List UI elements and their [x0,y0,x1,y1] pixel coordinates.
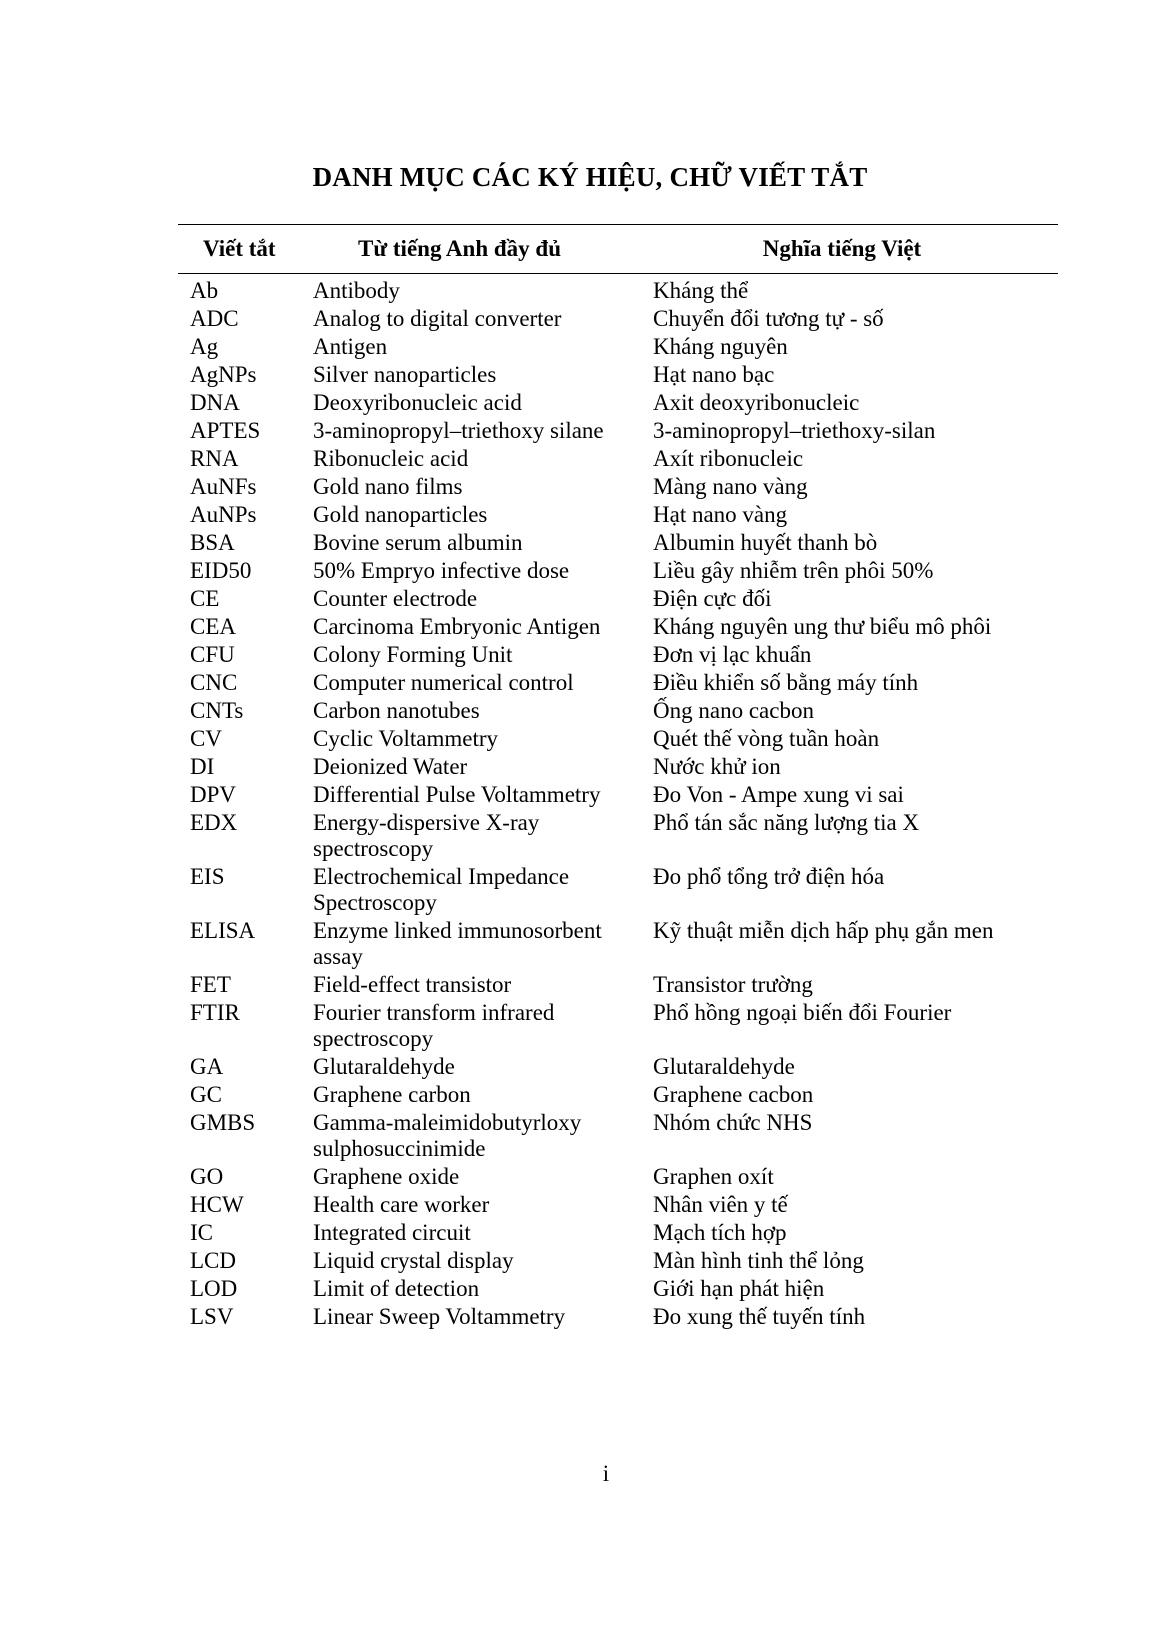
abbreviation-cell: FTIR [190,1000,240,1025]
abbreviation-cell: APTES [190,418,261,443]
table-row [178,725,1058,753]
english-term-cell: Field-effect transistor [313,972,512,997]
english-term-cell: Antibody [313,278,400,303]
english-term-cell: Enzyme linked immunosorbent assay [313,918,602,969]
vietnamese-meaning-cell: Đo Von - Ampe xung vi sai [653,782,904,807]
english-term-cell: Bovine serum albumin [313,530,523,555]
vietnamese-meaning-cell: Chuyển đổi tương tự - số [653,306,884,331]
english-term-cell: Gamma-maleimidobutyrloxy sulphosuccinimide [313,1110,582,1161]
abbreviation-cell: EDX [190,810,238,835]
vietnamese-meaning-cell: Đo xung thế tuyến tính [653,1304,866,1329]
abbreviation-table [178,224,1058,1331]
abbreviation-cell: DPV [190,782,237,807]
abbreviation-cell: GMBS [190,1110,256,1135]
abbreviation-cell: LOD [190,1276,238,1301]
abbreviation-cell: IC [190,1220,213,1245]
abbreviation-cell: DI [190,754,215,779]
abbreviation-cell: EIS [190,864,225,889]
table-row [178,669,1058,697]
vietnamese-meaning-cell: Liều gây nhiễm trên phôi 50% [653,558,934,583]
table-row [178,1163,1058,1191]
table-row [178,274,1058,306]
abbreviation-cell: LCD [190,1248,236,1273]
abbreviation-cell: Ab [190,278,219,303]
english-term-cell: Analog to digital converter [313,306,562,331]
vietnamese-meaning-cell: Kháng thể [653,278,749,303]
table-row [178,863,1058,917]
vietnamese-meaning-cell: Nhóm chức NHS [653,1110,813,1135]
table-row [178,1247,1058,1275]
table-row [178,333,1058,361]
abbreviation-cell: CE [190,586,220,611]
vietnamese-meaning-cell: Transistor trường [653,972,813,997]
page-title: DANH MỤC CÁC KÝ HIỆU, CHỮ VIẾT TẮT [312,162,868,192]
table-header-row [178,225,1058,274]
abbreviation-cell: AgNPs [190,362,257,387]
header-english: Từ tiếng Anh đầy đủ [306,225,646,274]
table-row [178,1109,1058,1163]
english-term-cell: Limit of detection [313,1276,480,1301]
english-term-cell: Graphene oxide [313,1164,460,1189]
table-row [178,445,1058,473]
abbreviation-cell: GO [190,1164,224,1189]
table-row [178,697,1058,725]
abbreviation-cell: DNA [190,390,240,415]
english-term-cell: Silver nanoparticles [313,362,497,387]
table-row [178,809,1058,863]
vietnamese-meaning-cell: Mạch tích hợp [653,1220,787,1245]
table-row [178,1081,1058,1109]
header-abbreviation: Viết tắt [178,225,306,274]
vietnamese-meaning-cell: Kháng nguyên ung thư biểu mô phôi [653,614,992,639]
abbreviation-cell: CNTs [190,698,244,723]
vietnamese-meaning-cell: Axit deoxyribonucleic [653,390,860,415]
vietnamese-meaning-cell: Nhân viên y tế [653,1192,788,1217]
abbreviation-cell: AuNPs [190,502,257,527]
abbreviation-cell: GC [190,1082,222,1107]
vietnamese-meaning-cell: Phổ tán sắc năng lượng tia X [653,810,920,835]
vietnamese-meaning-cell: Kháng nguyên [653,334,788,359]
vietnamese-meaning-cell: Kỹ thuật miễn dịch hấp phụ gắn men [653,918,994,943]
english-term-cell: Electrochemical Impedance Spectroscopy [313,864,570,915]
english-term-cell: Antigen [313,334,388,359]
abbreviation-cell: RNA [190,446,239,471]
english-term-cell: Cyclic Voltammetry [313,726,499,751]
table-row [178,417,1058,445]
english-term-cell: Liquid crystal display [313,1248,514,1273]
table-row [178,1191,1058,1219]
table-row [178,557,1058,585]
table-body [178,274,1058,1332]
english-term-cell: Deoxyribonucleic acid [313,390,522,415]
vietnamese-meaning-cell: Quét thế vòng tuần hoàn [653,726,880,751]
abbreviation-cell: CEA [190,614,236,639]
abbreviation-cell: ELISA [190,918,256,943]
english-term-cell: Health care worker [313,1192,490,1217]
abbreviation-cell: GA [190,1054,224,1079]
english-term-cell: Carbon nanotubes [313,698,480,723]
vietnamese-meaning-cell: Màng nano vàng [653,474,808,499]
english-term-cell: 50% Empryo infective dose [313,558,570,583]
table-row [178,389,1058,417]
english-term-cell: Colony Forming Unit [313,642,513,667]
header-vietnamese: Nghĩa tiếng Việt [646,225,1058,274]
vietnamese-meaning-cell: Điện cực đối [653,586,772,611]
table-row [178,585,1058,613]
english-term-cell: Gold nano films [313,474,463,499]
english-term-cell: Ribonucleic acid [313,446,469,471]
vietnamese-meaning-cell: Glutaraldehyde [653,1054,795,1079]
english-term-cell: Carcinoma Embryonic Antigen [313,614,601,639]
abbreviation-cell: LSV [190,1304,234,1329]
vietnamese-meaning-cell: Phổ hồng ngoại biến đổi Fourier [653,1000,952,1025]
vietnamese-meaning-cell: Đo phổ tổng trở điện hóa [653,864,885,889]
english-term-cell: Graphene carbon [313,1082,471,1107]
english-term-cell: 3-aminopropyl–triethoxy silane [313,418,604,443]
vietnamese-meaning-cell: Giới hạn phát hiện [653,1276,825,1301]
vietnamese-meaning-cell: Đơn vị lạc khuẩn [653,642,812,667]
vietnamese-meaning-cell: 3-aminopropyl–triethoxy-silan [653,418,936,443]
abbreviation-cell: CNC [190,670,238,695]
table-row [178,781,1058,809]
english-term-cell: Gold nanoparticles [313,502,488,527]
table-row [178,501,1058,529]
table-row [178,1275,1058,1303]
table-row [178,473,1058,501]
table-row [178,529,1058,557]
table-row [178,305,1058,333]
page-number: i [602,1461,610,1486]
english-term-cell: Differential Pulse Voltammetry [313,782,601,807]
vietnamese-meaning-cell: Graphene cacbon [653,1082,814,1107]
vietnamese-meaning-cell: Điều khiển số bằng máy tính [653,670,919,695]
english-term-cell: Computer numerical control [313,670,574,695]
vietnamese-meaning-cell: Albumin huyết thanh bò [653,530,878,555]
abbreviation-cell: FET [190,972,231,997]
vietnamese-meaning-cell: Màn hình tinh thể lỏng [653,1248,864,1273]
english-term-cell: Energy-dispersive X-ray spectroscopy [313,810,540,861]
abbreviation-cell: ADC [190,306,239,331]
table-row [178,1219,1058,1247]
table-row [178,641,1058,669]
vietnamese-meaning-cell: Hạt nano bạc [653,362,775,387]
english-term-cell: Glutaraldehyde [313,1054,455,1079]
table-row [178,753,1058,781]
abbreviation-cell: CV [190,726,222,751]
vietnamese-meaning-cell: Nước khử ion [653,754,781,779]
vietnamese-meaning-cell: Axít ribonucleic [653,446,804,471]
abbreviation-cell: CFU [190,642,235,667]
english-term-cell: Linear Sweep Voltammetry [313,1304,566,1329]
table-row [178,971,1058,999]
table-row [178,917,1058,971]
english-term-cell: Deionized Water [313,754,468,779]
english-term-cell: Counter electrode [313,586,478,611]
abbreviation-cell: EID50 [190,558,252,583]
abbreviation-cell: HCW [190,1192,244,1217]
vietnamese-meaning-cell: Graphen oxít [653,1164,774,1189]
table-row [178,613,1058,641]
table-row [178,1053,1058,1081]
english-term-cell: Fourier transform infrared spectroscopy [313,1000,555,1051]
english-term-cell: Integrated circuit [313,1220,471,1245]
abbreviation-cell: BSA [190,530,235,555]
table-row [178,1303,1058,1331]
vietnamese-meaning-cell: Hạt nano vàng [653,502,788,527]
table-row [178,361,1058,389]
vietnamese-meaning-cell: Ống nano cacbon [653,698,814,723]
abbreviation-cell: AuNFs [190,474,257,499]
table-row [178,999,1058,1053]
abbreviation-cell: Ag [190,334,219,359]
